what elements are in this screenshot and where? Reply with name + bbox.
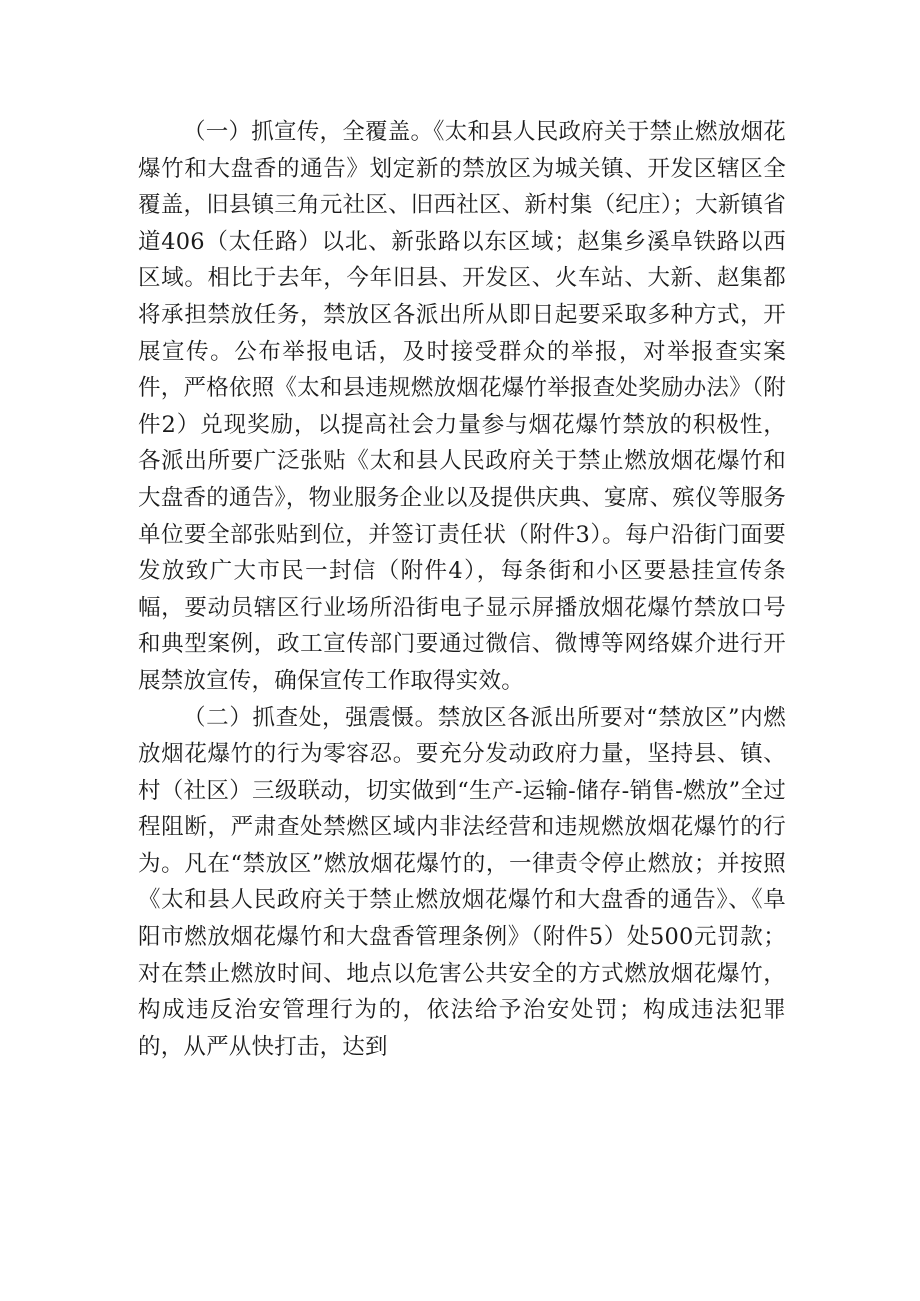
paragraph-publicity: （一）抓宣传，全覆盖。《太和县人民政府关于禁止燃放烟花爆竹和大盘香的通告》划定新的禁放区为城关镇、开发区辖区全覆盖，旧县镇三角元社区、旧西社区、新村集（纪庄）；大新镇省道406（太任路）以北、新张路以东区域；赵集乡溪阜铁路以西区域。相比于去年，今年旧县、开发区、火车站、大新、赵集都将承担禁放任务，禁放区各派出所从即日起要采取多种方式，开展宣传。公布举报电话，及时接受群众的举报，对举报查实案件，严格依照《太和县违规燃放烟花爆竹举报查处奖励办法》（附件2）兑现奖励，以提高社会力量参与烟花爆竹禁放的积极性，各派出所要广泛张贴《太和县人民政府关于禁止燃放烟花爆竹和大盘香的通告》，物业服务企业以及提供庆典、宴席、殡仪等服务单位要全部张贴到位，并签订责任状（附件3）。每户沿街门面要发放致广大市民一封信（附件4），每条街和小区要悬挂宣传条幅，要动员辖区行业场所沿街电子显示屏播放烟花爆竹禁放口号和典型案例，政工宣传部门要通过微信、微博等网络媒介进行开展禁放宣传，确保宣传工作取得实效。 (138, 119, 786, 694)
paragraph-enforcement: （二）抓查处，强震慑。禁放区各派出所要对“禁放区”内燃放烟花爆竹的行为零容忍。要充分发动政府力量，坚持县、镇、村（社区）三级联动，切实做到“生产-运输-储存-销售-燃放”全过程阻断，严肃查处禁燃区域内非法经营和违规燃放烟花爆竹的行为。凡在“禁放区”燃放烟花爆竹的，一律责令停止燃放；并按照《太和县人民政府关于禁止燃放烟花爆竹和大盘香的通告》、《阜阳市燃放烟花爆竹和大盘香管理条例》（附件5）处500元罚款；对在禁止燃放时间、地点以危害公共安全的方式燃放烟花爆竹，构成违反治安管理行为的，依法给予治安处罚；构成违法犯罪的，从严从快打击，达到 (138, 704, 786, 1060)
document-page (138, 114, 786, 1065)
